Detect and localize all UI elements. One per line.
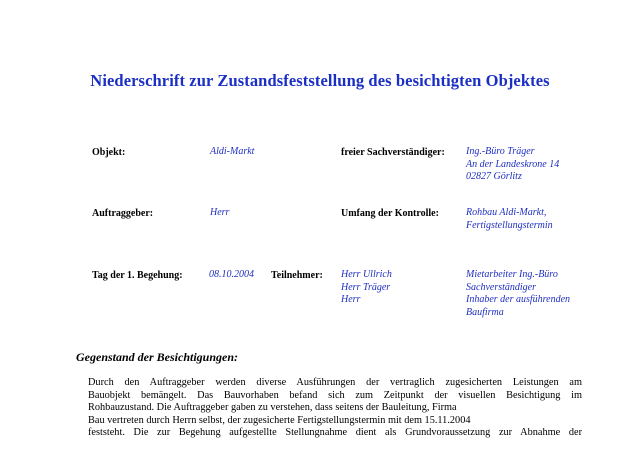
sachverstaendiger-address bbox=[466, 146, 559, 184]
section-title: Gegenstand der Besichtigungen: bbox=[76, 350, 239, 364]
auftraggeber-label: Auftraggeber: bbox=[92, 208, 154, 219]
umfang-label: Umfang der Kontrolle: bbox=[341, 208, 439, 219]
sachverstaendiger-label: freier Sachverständiger: bbox=[341, 147, 445, 158]
body-line: Durch den Auftraggeber werden diverse Ausführungen der vertraglich zugesicherten Leistungen am bbox=[88, 377, 582, 388]
teilnehmer-role: Inhaber der ausführenden bbox=[466, 294, 571, 305]
section-body bbox=[88, 377, 582, 440]
umfang-line: Fertigstellungstermin bbox=[466, 219, 553, 231]
teilnehmer-roles bbox=[466, 269, 570, 319]
umfang-value bbox=[466, 207, 553, 232]
body-line: Bau vertreten durch Herrn selbst, der zugesicherte Fertigstellungstermin mit dem 15.11.2004 bbox=[88, 414, 471, 426]
begehung-date: 08.10.2004 bbox=[209, 269, 254, 280]
address-line: 02827 Görlitz bbox=[466, 171, 522, 182]
teilnehmer-role: Sachverständiger bbox=[466, 281, 536, 293]
document-title: Niederschrift zur Zustandsfeststellung des besichtigten Objektes bbox=[90, 71, 550, 90]
begehung-label: Tag der 1. Begehung: bbox=[92, 270, 183, 281]
body-line: Rohbauzustand. Die Auftraggeber gaben zu verstehen, dass seitens der Bauleitung, Firma bbox=[88, 402, 457, 414]
body-line: Bauobjekt bemängelt. Das Bauvorhaben befand sich zum Zeitpunkt der visuellen Besichtigung im bbox=[88, 389, 582, 401]
objekt-label: Objekt: bbox=[92, 147, 126, 158]
teilnehmer-name: Herr bbox=[341, 294, 361, 305]
teilnehmer-label: Teilnehmer: bbox=[271, 270, 323, 281]
teilnehmer-role: Mietarbeiter Ing.-Büro bbox=[466, 269, 558, 280]
address-line: Ing.-Büro Träger bbox=[466, 146, 535, 157]
address-line: An der Landeskrone 14 bbox=[466, 158, 560, 170]
teilnehmer-name: Herr Träger bbox=[341, 281, 391, 293]
auftraggeber-value: Herr bbox=[210, 207, 230, 218]
teilnehmer-name: Herr Ullrich bbox=[341, 269, 392, 280]
teilnehmer-names bbox=[341, 269, 392, 307]
objekt-value: Aldi-Markt bbox=[210, 146, 255, 157]
teilnehmer-role: Baufirma bbox=[466, 306, 504, 318]
body-line: feststeht. Die zur Begehung aufgestellte Stellungnahme dient als Grundvoraussetzung zur Abnahme der bbox=[88, 427, 582, 439]
umfang-line: Rohbau Aldi-Markt, bbox=[466, 207, 547, 218]
